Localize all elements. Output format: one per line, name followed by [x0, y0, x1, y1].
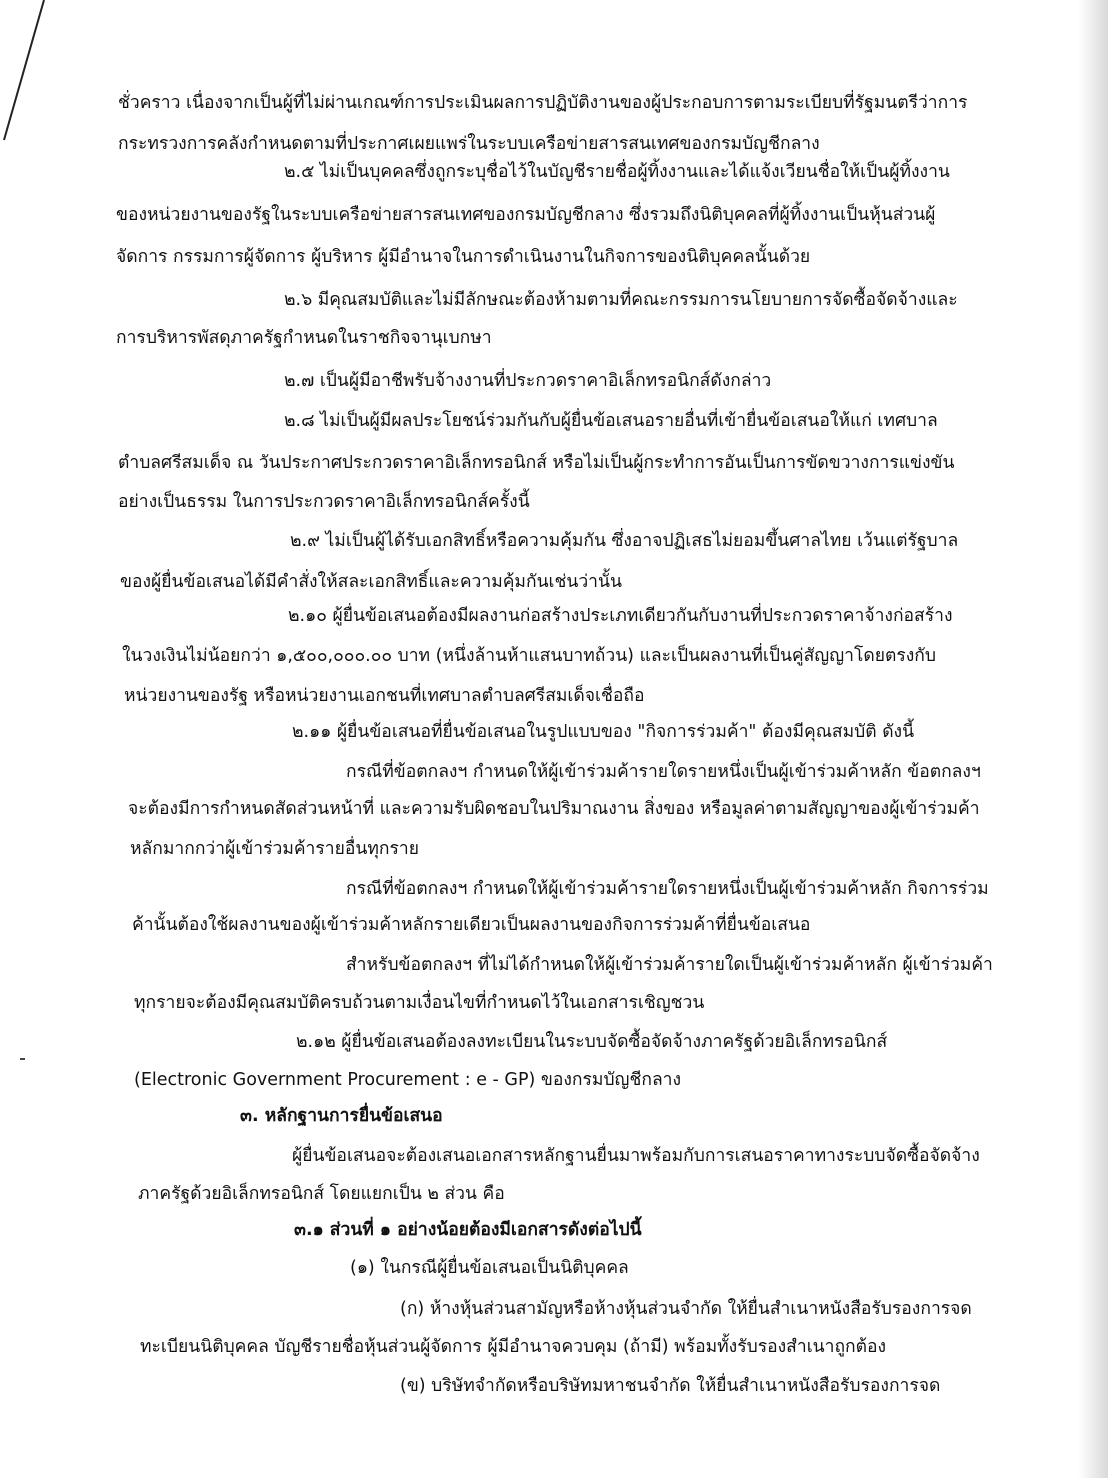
section-heading: ๓. หลักฐานการยื่นข้อเสนอ: [240, 1106, 443, 1126]
text-line: ๒.๖ มีคุณสมบัติและไม่มีลักษณะต้องห้ามตามที่คณะกรรมการนโยบายการจัดซื้อจัดจ้างและ: [284, 290, 958, 310]
page-edge-shadow: [0, 0, 60, 150]
text-line: ทะเบียนนิติบุคคล บัญชีรายชื่อหุ้นส่วนผู้จัดการ ผู้มีอำนาจควบคุม (ถ้ามี) พร้อมทั้งรับรองสำเนาถูกต้อง: [140, 1337, 887, 1357]
text-line: (Electronic Government Procurement : e - GP) ของกรมบัญชีกลาง: [134, 1070, 682, 1090]
text-line: ๒.๑๐ ผู้ยื่นข้อเสนอต้องมีผลงานก่อสร้างประเภทเดียวกันกับงานที่ประกวดราคาจ้างก่อสร้าง: [288, 606, 953, 626]
text-line: ๒.๙ ไม่เป็นผู้ได้รับเอกสิทธิ์หรือความคุ้มกัน ซึ่งอาจปฏิเสธไม่ยอมขึ้นศาลไทย เว้นแต่รัฐบาล: [290, 531, 959, 551]
text-line: สำหรับข้อตกลงฯ ที่ไม่ได้กำหนดให้ผู้เข้าร่วมค้ารายใดเป็นผู้เข้าร่วมค้าหลัก ผู้เข้าร่วมค้า: [346, 955, 993, 975]
text-line: อย่างเป็นธรรม ในการประกวดราคาอิเล็กทรอนิกส์ครั้งนี้: [118, 492, 530, 512]
text-line: ๒.๑๒ ผู้ยื่นข้อเสนอต้องลงทะเบียนในระบบจัดซื้อจัดจ้างภาครัฐด้วยอิเล็กทรอนิกส์: [296, 1032, 888, 1052]
text-line: จัดการ กรรมการผู้จัดการ ผู้บริหาร ผู้มีอำนาจในการดำเนินงานในกิจการของนิติบุคคลนั้นด้วย: [116, 247, 811, 267]
text-line: ๒.๑๑ ผู้ยื่นข้อเสนอที่ยื่นข้อเสนอในรูปแบบของ "กิจการร่วมค้า" ต้องมีคุณสมบัติ ดังนี้: [292, 722, 915, 742]
text-line: กรณีที่ข้อตกลงฯ กำหนดให้ผู้เข้าร่วมค้ารายใดรายหนึ่งเป็นผู้เข้าร่วมค้าหลัก ข้อตกลงฯ: [346, 762, 981, 782]
text-line: (ข) บริษัทจำกัดหรือบริษัทมหาชนจำกัด ให้ยื่นสำเนาหนังสือรับรองการจด: [400, 1376, 941, 1396]
scan-mark: [20, 1058, 25, 1060]
text-line: จะต้องมีการกำหนดสัดส่วนหน้าที่ และความรับผิดชอบในปริมาณงาน สิ่งของ หรือมูลค่าตามสัญญาของผู้เข้าร่วมค้า: [128, 799, 980, 819]
text-line: ของผู้ยื่นข้อเสนอได้มีคำสั่งให้สละเอกสิทธิ์และความคุ้มกันเช่นว่านั้น: [120, 572, 622, 592]
text-line: (๑) ในกรณีผู้ยื่นข้อเสนอเป็นนิติบุคคล: [350, 1258, 629, 1278]
text-line: ของหน่วยงานของรัฐในระบบเครือข่ายสารสนเทศของกรมบัญชีกลาง ซึ่งรวมถึงนิติบุคคลที่ผู้ทิ้งงานเป็นหุ้นส่วนผู้: [116, 205, 936, 225]
subsection-heading: ๓.๑ ส่วนที่ ๑ อย่างน้อยต้องมีเอกสารดังต่อไปนี้: [294, 1220, 642, 1240]
text-line: กระทรวงการคลังกำหนดตามที่ประกาศเผยแพร่ในระบบเครือข่ายสารสนเทศของกรมบัญชีกลาง: [118, 134, 820, 154]
text-line: (ก) ห้างหุ้นส่วนสามัญหรือห้างหุ้นส่วนจำกัด ให้ยื่นสำเนาหนังสือรับรองการจด: [400, 1299, 972, 1319]
text-line: ค้านั้นต้องใช้ผลงานของผู้เข้าร่วมค้าหลักรายเดียวเป็นผลงานของกิจการร่วมค้าที่ยื่นข้อเสนอ: [132, 915, 811, 935]
text-line: ภาครัฐด้วยอิเล็กทรอนิกส์ โดยแยกเป็น ๒ ส่วน คือ: [138, 1184, 505, 1204]
text-line: ๒.๕ ไม่เป็นบุคคลซึ่งถูกระบุชื่อไว้ในบัญชีรายชื่อผู้ทิ้งงานและได้แจ้งเวียนชื่อให้เป็นผู้ทิ้งงาน: [284, 162, 950, 182]
text-line: หน่วยงานของรัฐ หรือหน่วยงานเอกชนที่เทศบาลตำบลศรีสมเด็จเชื่อถือ: [124, 686, 645, 706]
text-line: ๒.๘ ไม่เป็นผู้มีผลประโยชน์ร่วมกันกับผู้ยื่นข้อเสนอรายอื่นที่เข้ายื่นข้อเสนอให้แก่ เทศบาล: [284, 411, 938, 431]
page-edge-shadow-right: [1078, 0, 1108, 1478]
text-line: การบริหารพัสดุภาครัฐกำหนดในราชกิจจานุเบกษา: [116, 328, 492, 348]
text-line: ทุกรายจะต้องมีคุณสมบัติครบถ้วนตามเงื่อนไขที่กำหนดไว้ในเอกสารเชิญชวน: [134, 993, 705, 1013]
text-line: กรณีที่ข้อตกลงฯ กำหนดให้ผู้เข้าร่วมค้ารายใดรายหนึ่งเป็นผู้เข้าร่วมค้าหลัก กิจการร่วม: [346, 879, 989, 899]
text-line: ๒.๗ เป็นผู้มีอาชีพรับจ้างงานที่ประกวดราคาอิเล็กทรอนิกส์ดังกล่าว: [284, 371, 772, 391]
text-line: ผู้ยื่นข้อเสนอจะต้องเสนอเอกสารหลักฐานยื่นมาพร้อมกับการเสนอราคาทางระบบจัดซื้อจัดจ้าง: [292, 1146, 980, 1166]
text-line: ชั่วคราว เนื่องจากเป็นผู้ที่ไม่ผ่านเกณฑ์การประเมินผลการปฏิบัติงานของผู้ประกอบการตามระเบียบที่รัฐมนตรีว่าการ: [118, 93, 968, 113]
text-line: ในวงเงินไม่น้อยกว่า ๑,๕๐๐,๐๐๐.๐๐ บาท (หนึ่งล้านห้าแสนบาทถ้วน) และเป็นผลงานที่เป็นคู่สัญญาโดยตรงกับ: [122, 646, 936, 666]
text-line: หลักมากกว่าผู้เข้าร่วมค้ารายอื่นทุกราย: [130, 839, 419, 859]
text-line: ตำบลศรีสมเด็จ ณ วันประกาศประกวดราคาอิเล็กทรอนิกส์ หรือไม่เป็นผู้กระทำการอันเป็นการขัดขวางการแข่งขัน: [118, 453, 955, 473]
